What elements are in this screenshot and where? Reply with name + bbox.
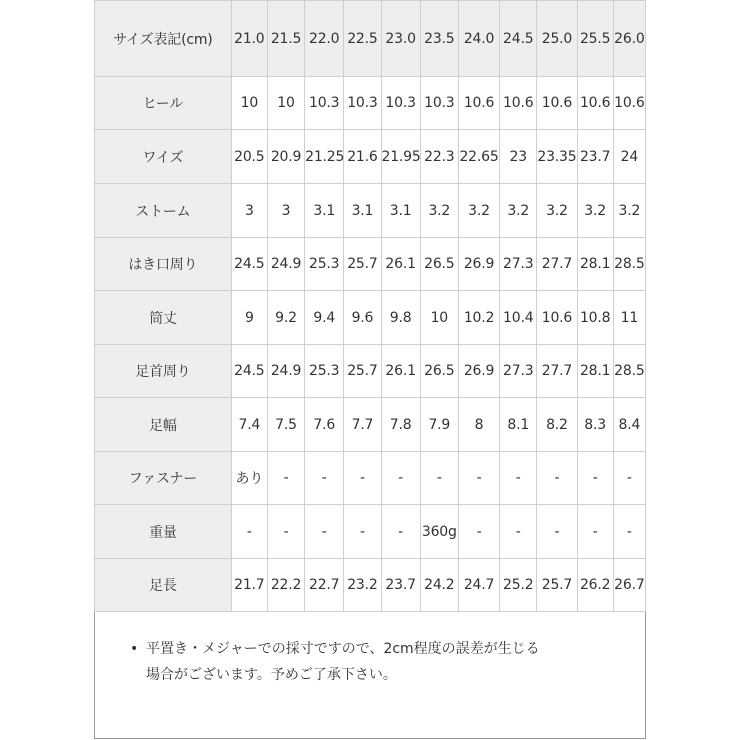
value-cell: 26.1 [381, 238, 420, 291]
value-cell: - [381, 452, 420, 505]
value-cell: 9.8 [381, 291, 420, 345]
value-cell: 9.4 [305, 291, 344, 345]
value-cell: 10.6 [613, 77, 645, 130]
value-cell: 3.2 [613, 184, 645, 238]
header-row [95, 1, 646, 77]
value-cell: - [613, 452, 645, 505]
value-cell: - [305, 505, 344, 559]
size-header-cell: 22.0 [305, 1, 344, 77]
value-cell: 20.5 [231, 130, 267, 184]
size-table [94, 0, 646, 612]
value-cell: 25.7 [344, 238, 381, 291]
value-cell: あり [231, 452, 267, 505]
value-cell: 8.1 [500, 398, 537, 452]
value-cell: 21.95 [381, 130, 420, 184]
value-cell: - [537, 452, 577, 505]
value-cell: 23 [500, 130, 537, 184]
row-label-cell: ヒール [95, 77, 232, 130]
value-cell: 28.1 [577, 238, 613, 291]
value-cell: 27.7 [537, 238, 577, 291]
value-cell: 21.7 [231, 559, 267, 612]
value-cell: 25.7 [537, 559, 577, 612]
size-header-cell: 25.5 [577, 1, 613, 77]
value-cell: 10.6 [500, 77, 537, 130]
size-header-cell: 24.0 [458, 1, 499, 77]
value-cell: - [344, 505, 381, 559]
value-cell: 22.65 [458, 130, 499, 184]
row-label-cell: ストーム [95, 184, 232, 238]
value-cell: 27.7 [537, 345, 577, 398]
value-cell: 3.2 [537, 184, 577, 238]
value-cell: - [500, 505, 537, 559]
value-cell: 10.6 [537, 291, 577, 345]
size-header-cell: 23.5 [420, 1, 458, 77]
value-cell: 24.5 [231, 238, 267, 291]
table-row [95, 184, 646, 238]
value-cell: 10 [420, 291, 458, 345]
value-cell: 7.6 [305, 398, 344, 452]
value-cell: 27.3 [500, 345, 537, 398]
value-cell: 26.9 [458, 345, 499, 398]
value-cell: 7.5 [267, 398, 304, 452]
size-header-cell: 23.0 [381, 1, 420, 77]
value-cell: 26.5 [420, 238, 458, 291]
value-cell: 7.8 [381, 398, 420, 452]
value-cell: 24.5 [231, 345, 267, 398]
value-cell: 22.7 [305, 559, 344, 612]
size-header-cell: 24.5 [500, 1, 537, 77]
table-row [95, 238, 646, 291]
value-cell: 24.7 [458, 559, 499, 612]
value-cell: 8.4 [613, 398, 645, 452]
value-cell: 22.3 [420, 130, 458, 184]
note-line-1: 平置き・メジャーでの採寸ですので、2cm程度の誤差が生じる [146, 641, 540, 657]
value-cell: 8.2 [537, 398, 577, 452]
value-cell: 10 [231, 77, 267, 130]
value-cell: 26.7 [613, 559, 645, 612]
value-cell: 10.8 [577, 291, 613, 345]
note-line-2: 場合がございます。予めご了承下さい。 [146, 667, 397, 683]
value-cell: 26.5 [420, 345, 458, 398]
value-cell: 9.2 [267, 291, 304, 345]
value-cell: 23.7 [577, 130, 613, 184]
size-header-cell: 22.5 [344, 1, 381, 77]
value-cell: 21.25 [305, 130, 344, 184]
size-header-cell: 21.5 [267, 1, 304, 77]
value-cell: 10.6 [537, 77, 577, 130]
value-cell: - [613, 505, 645, 559]
value-cell: 25.2 [500, 559, 537, 612]
table-row [95, 398, 646, 452]
value-cell: - [267, 505, 304, 559]
value-cell: 26.1 [381, 345, 420, 398]
value-cell: 27.3 [500, 238, 537, 291]
value-cell: 10.6 [577, 77, 613, 130]
value-cell: 7.4 [231, 398, 267, 452]
value-cell: 3 [231, 184, 267, 238]
value-cell: 3.2 [420, 184, 458, 238]
table-row [95, 345, 646, 398]
table-row [95, 130, 646, 184]
value-cell: - [420, 452, 458, 505]
value-cell: 24.9 [267, 345, 304, 398]
row-label-cell: ワイズ [95, 130, 232, 184]
value-cell: - [458, 452, 499, 505]
value-cell: 9 [231, 291, 267, 345]
value-cell: 360g [420, 505, 458, 559]
row-label-cell: 足首周り [95, 345, 232, 398]
value-cell: - [577, 452, 613, 505]
value-cell: 3.2 [458, 184, 499, 238]
table-row [95, 291, 646, 345]
value-cell: 24 [613, 130, 645, 184]
value-cell: 21.6 [344, 130, 381, 184]
value-cell: 10.3 [344, 77, 381, 130]
value-cell: 23.7 [381, 559, 420, 612]
value-cell: 24.9 [267, 238, 304, 291]
value-cell: 10.3 [381, 77, 420, 130]
value-cell: - [500, 452, 537, 505]
value-cell: 20.9 [267, 130, 304, 184]
measurement-note [118, 636, 628, 688]
value-cell: 25.3 [305, 238, 344, 291]
value-cell: 8 [458, 398, 499, 452]
value-cell: 3.1 [305, 184, 344, 238]
value-cell: 24.2 [420, 559, 458, 612]
value-cell: 10.2 [458, 291, 499, 345]
value-cell: - [458, 505, 499, 559]
table-row [95, 77, 646, 130]
size-header-cell: 26.0 [613, 1, 645, 77]
row-label-cell: 足幅 [95, 398, 232, 452]
value-cell: 7.7 [344, 398, 381, 452]
value-cell: - [537, 505, 577, 559]
value-cell: 28.1 [577, 345, 613, 398]
row-label-cell: 重量 [95, 505, 232, 559]
value-cell: 10.3 [305, 77, 344, 130]
value-cell: 26.2 [577, 559, 613, 612]
value-cell: 28.5 [613, 238, 645, 291]
value-cell: - [577, 505, 613, 559]
table-row [95, 505, 646, 559]
value-cell: 25.3 [305, 345, 344, 398]
value-cell: 3.1 [381, 184, 420, 238]
value-cell: 3.2 [500, 184, 537, 238]
value-cell: 9.6 [344, 291, 381, 345]
size-label-cell: サイズ表記(cm) [95, 1, 232, 77]
note-bullet: • [130, 641, 139, 657]
value-cell: 10.6 [458, 77, 499, 130]
row-label-cell: 筒丈 [95, 291, 232, 345]
row-label-cell: 足長 [95, 559, 232, 612]
row-label-cell: ファスナー [95, 452, 232, 505]
value-cell: 23.35 [537, 130, 577, 184]
value-cell: 3 [267, 184, 304, 238]
table-row [95, 452, 646, 505]
value-cell: 10 [267, 77, 304, 130]
size-header-cell: 21.0 [231, 1, 267, 77]
value-cell: 3.2 [577, 184, 613, 238]
value-cell: 23.2 [344, 559, 381, 612]
value-cell: - [267, 452, 304, 505]
value-cell: 26.9 [458, 238, 499, 291]
size-header-cell: 25.0 [537, 1, 577, 77]
table-row [95, 559, 646, 612]
value-cell: 10.4 [500, 291, 537, 345]
value-cell: 28.5 [613, 345, 645, 398]
value-cell: - [381, 505, 420, 559]
value-cell: - [344, 452, 381, 505]
value-cell: 8.3 [577, 398, 613, 452]
value-cell: 25.7 [344, 345, 381, 398]
value-cell: 3.1 [344, 184, 381, 238]
value-cell: - [231, 505, 267, 559]
value-cell: - [305, 452, 344, 505]
value-cell: 10.3 [420, 77, 458, 130]
value-cell: 11 [613, 291, 645, 345]
value-cell: 22.2 [267, 559, 304, 612]
value-cell: 7.9 [420, 398, 458, 452]
row-label-cell: はき口周り [95, 238, 232, 291]
